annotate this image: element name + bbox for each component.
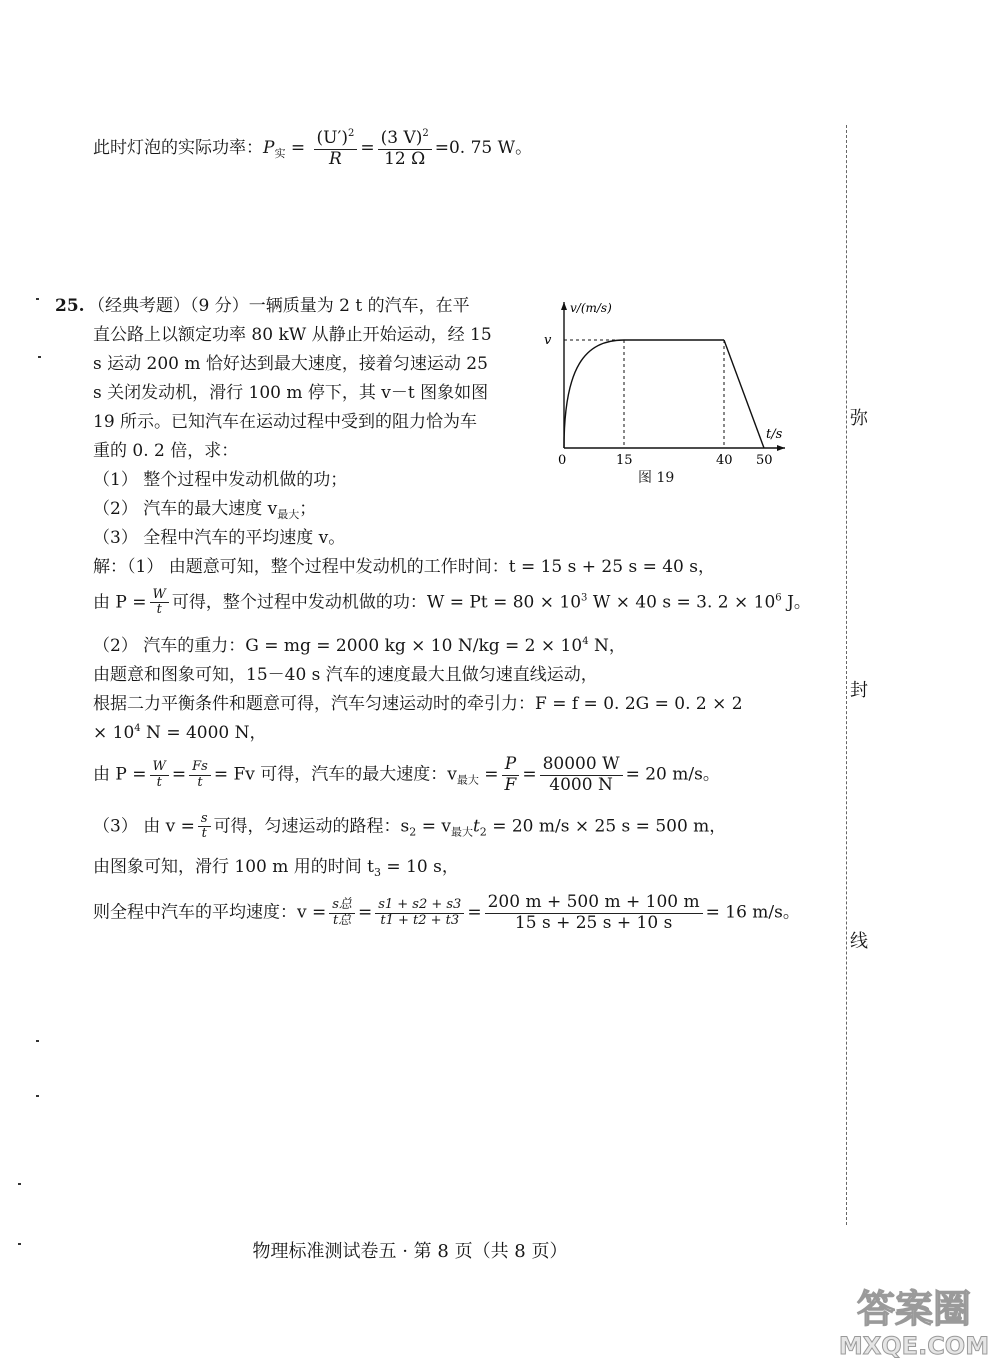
x-tick-label: 15 xyxy=(616,453,633,468)
solution-line-1: 解：（1） 由题意可知，整个过程中发动机的工作时间：t = 15 s + 25 s = 40 s， xyxy=(93,557,715,577)
solution-line-8: （3） 由 v = $\frac{s}{t}$ 可得，匀速运动的路程：$s_2 = v_{最大}t_2 = 20$ m/s × 25 s = 500 m， xyxy=(93,811,727,842)
y-axis-label: v/(m/s) xyxy=(570,301,612,315)
x-tick-label: 40 xyxy=(716,453,733,468)
x-axis-label: t/s xyxy=(766,427,783,442)
watermark-title: 答案圈 xyxy=(856,1287,972,1331)
line-deceleration xyxy=(724,340,764,448)
question-stem-5: 19 所示。已知汽车在运动过程中受到的阻力恰为车 xyxy=(93,412,478,432)
question-stem-2: 直公路上以额定功率 80 kW 从静止开始运动，经 15 xyxy=(93,325,492,345)
y-axis-arrow xyxy=(561,302,567,310)
question-stem-4: s 关闭发动机，滑行 100 m 停下，其 v－t 图象如图 xyxy=(93,383,489,403)
question-part-3: （3） 全程中汽车的平均速度 v。 xyxy=(93,528,346,548)
question-stem-1: 一辆质量为 2 t 的汽车，在平 xyxy=(248,296,470,316)
solution-line-9: 由图象可知，滑行 100 m 用的时间 $t_3 = 10$ s， xyxy=(93,857,459,879)
x-axis-arrow xyxy=(777,445,785,451)
solution-line-2: 由 P = $\frac{W}{t}$ 可得，整个过程中发动机做的功：$W = Pt = 80 \times 10^3$ W × 40 s = 3. $2 \times 10^6$ J。 xyxy=(93,587,811,618)
watermark-logo xyxy=(828,1282,998,1360)
prev-text: 此时灯泡的实际功率： xyxy=(93,138,263,159)
figure-caption: 图 19 xyxy=(638,470,675,486)
question-part-2: （2） 汽车的最大速度 $v_{最大}$； xyxy=(93,499,317,521)
question-part-1: （1） 整个过程中发动机做的功； xyxy=(93,470,348,490)
question-number: 25. xyxy=(55,296,85,316)
solution-line-4: 由题意和图象可知，15－40 s 汽车的速度最大且做匀速直线运动， xyxy=(93,665,598,685)
scan-mark xyxy=(36,1040,39,1042)
question-stem-3: s 运动 200 m 恰好达到最大速度，接着匀速运动 25 xyxy=(93,354,488,374)
scan-mark xyxy=(36,298,39,300)
page-footer: 物理标准测试卷五 · 第 8 页（共 8 页） xyxy=(252,1241,568,1262)
solution-line-3: （2） 汽车的重力：G = mg = 2000 kg × 10 $N/kg = 2 \times 10^4$ N， xyxy=(93,636,626,656)
y-tick-label-v: v xyxy=(544,333,552,348)
curve-acceleration xyxy=(564,340,624,448)
vt-graph xyxy=(540,290,800,490)
x-tick-label: 0 xyxy=(558,453,567,468)
prev-answer-line: 此时灯泡的实际功率：$P_实$ = $\frac{(U')^2}{R}$ = $\frac{(3 V)^2}{12 \Omega}$ =0. 75 W。 xyxy=(93,128,533,169)
binding-char-3: 线 xyxy=(850,931,868,952)
question-line-1 xyxy=(88,296,470,316)
solution-line-10: 则全程中汽车的平均速度：v = $\frac{\text{s总}}{\text{t总}}$ = $\frac{s1 + s2 + s3}{t1 + t2 + t3}$ = $\frac{200 m + 500 m + 100 m}{15 s + 25 s + 10 s}$ = 16 m/s。 xyxy=(93,892,800,933)
binding-char-2: 封 xyxy=(850,680,868,701)
solution-line-6: × $10^4$ N = 4000 N， xyxy=(93,723,267,743)
solution-line-7: 由 P = $\frac{W}{t}$ = $\frac{Fs}{t}$ = Fv 可得，汽车的最大速度：$v_{最大}$ = $\frac{P}{F}$ = $\frac{80000 W}{4000 N}$ = 20 m/s。 xyxy=(93,754,720,795)
watermark-url: MXQE.COM xyxy=(838,1332,990,1360)
prev-fraction-1: $\frac{(U')^2}{R}$ xyxy=(314,128,358,169)
scan-mark xyxy=(38,356,41,358)
solution-line-5: 根据二力平衡条件和题意可得，汽车匀速运动时的牵引力：F = f = 0. 2G = 0. 2 × 2 xyxy=(93,694,743,714)
scan-mark xyxy=(36,1095,39,1097)
prev-fraction-2: $\frac{(3 V)^2}{12 \Omega}$ xyxy=(378,128,432,169)
binding-dashed-line xyxy=(846,125,847,1225)
prev-result: =0. 75 W。 xyxy=(434,138,533,159)
x-tick-label: 50 xyxy=(756,453,773,468)
binding-char-1: 弥 xyxy=(850,408,868,429)
scan-mark xyxy=(18,1183,21,1185)
question-tag: （经典考题）（9 分） xyxy=(88,296,249,316)
chart-root xyxy=(544,301,785,468)
question-stem-6: 重的 0. 2 倍，求： xyxy=(93,441,239,461)
